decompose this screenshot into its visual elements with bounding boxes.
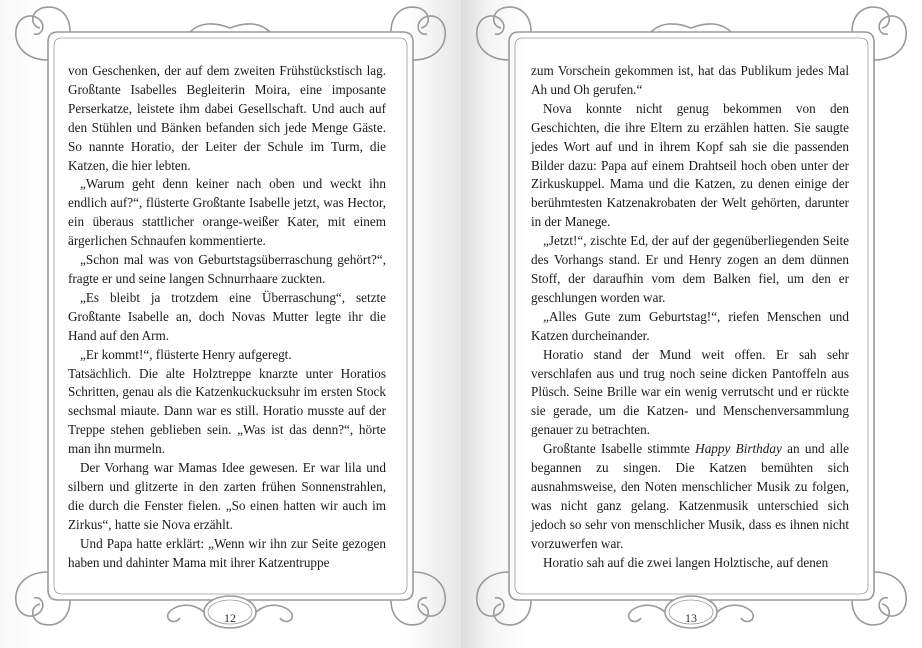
paragraph: „Alles Gute zum Geburtstag!“, riefen Menschen und Katzen durcheinander.	[531, 308, 849, 343]
paragraph-with-italic	[531, 440, 849, 553]
paragraph: „Schon mal was von Geburtstagsüberraschung gehört?“, fragte er und seine langen Schnurrhaare zuckten.	[68, 252, 386, 286]
left-page-text	[68, 62, 386, 572]
text-run: Großtante Isabelle stimmte	[543, 441, 696, 457]
text-run: an und alle begannen zu singen. Die Katzen bemühten sich ausnahmsweise, den Noten menschlicher Musik zu folgen, was nicht ganz gelang. Katzenmusik unterschied sich jedoch so sehr von menschlicher Musik, dass es ihnen nicht vorzuwerfen war.	[531, 441, 849, 551]
paragraph: „Er kommt!“, flüsterte Henry aufgeregt.	[80, 346, 292, 362]
paragraph: Horatio stand der Mund weit offen. Er sah sehr verschlafen aus und trug noch seine dicken Pantoffeln aus Plüsch. Seine Brille war ein wenig verrutscht und er rückte sie gerade, um die Katzen- und Menschenversammlung genauer zu betrachten.	[531, 346, 849, 438]
paragraph: Der Vorhang war Mamas Idee gewesen. Er war lila und silbern und glitzerte in den zarten frühen Sonnenstrahlen, die durch die Fenster fielen. „So einen hatten wir auch im Zirkus“, hatte sie Nova erzählt.	[68, 460, 386, 532]
paragraph: „Jetzt!“, zischte Ed, der auf der gegenüberliegenden Seite des Vorhangs stand. Er und Henry zogen an dem dünnen Stoff, der daraufhin vom dem Balken fiel, um den er geschlungen worden war.	[531, 233, 849, 305]
right-page-text	[531, 62, 849, 572]
page-number-right: 13	[685, 611, 697, 625]
paragraph: von Geschenken, der auf dem zweiten Frühstückstisch lag. Großtante Isabelles Begleiterin Moira, eine imposante Perserkatze, leistete ihm dabei Gesellschaft. Und auch auf den Stühlen und Bänken befanden sich jede Menge Gäste. So nannte Horatio, der Leiter der Schule im Turm, die Katzen, die hier lebten.	[68, 63, 386, 173]
paragraph: Horatio sah auf die zwei langen Holztische, auf denen	[543, 554, 829, 570]
right-page	[461, 0, 922, 648]
page-number-left: 12	[224, 611, 236, 625]
paragraph: Und Papa hatte erklärt: „Wenn wir ihn zur Seite gezogen haben und dahinter Mama mit ihrer Katzentruppe	[68, 535, 386, 570]
paragraph: Nova konnte nicht genug bekommen von den Geschichten, die ihre Eltern zu erzählen hatten. Sie saugte jedes Wort auf und in ihrem Kopf sah sie die passenden Bilder dazu: Papa auf einem Drahtseil hoch oben unter der Zirkuskuppel. Mama und die Katzen, zu denen einige der berühmtesten Katzenakrobaten der Welt gehörten, darunter in der Manege.	[531, 100, 849, 230]
paragraph: „Es bleibt ja trotzdem eine Überraschung“, setzte Großtante Isabelle an, doch Novas Mutter legte ihr die Hand auf den Arm.	[68, 289, 386, 343]
song-title: Happy Birthday	[695, 441, 782, 457]
paragraph: Tatsächlich. Die alte Holztreppe knarzte unter Horatios Schritten, genau als die Katzenkuckucksuhr im ersten Stock sechsmal miaute. Dann war es still. Horatio musste auf der Treppe stehen geblieben sein. „Was ist das denn?“, hörte man ihn murmeln.	[68, 365, 386, 457]
paragraph: zum Vorschein gekommen ist, hat das Publikum jedes Mal Ah und Oh gerufen.“	[531, 63, 849, 97]
paragraph: „Warum geht denn keiner nach oben und weckt ihn endlich auf?“, flüsterte Großtante Isabelle jetzt, was Hector, ein überaus stattlicher orange-weißer Kater, mit einem ärgerlichen Schnaufen kommentierte.	[68, 176, 386, 249]
